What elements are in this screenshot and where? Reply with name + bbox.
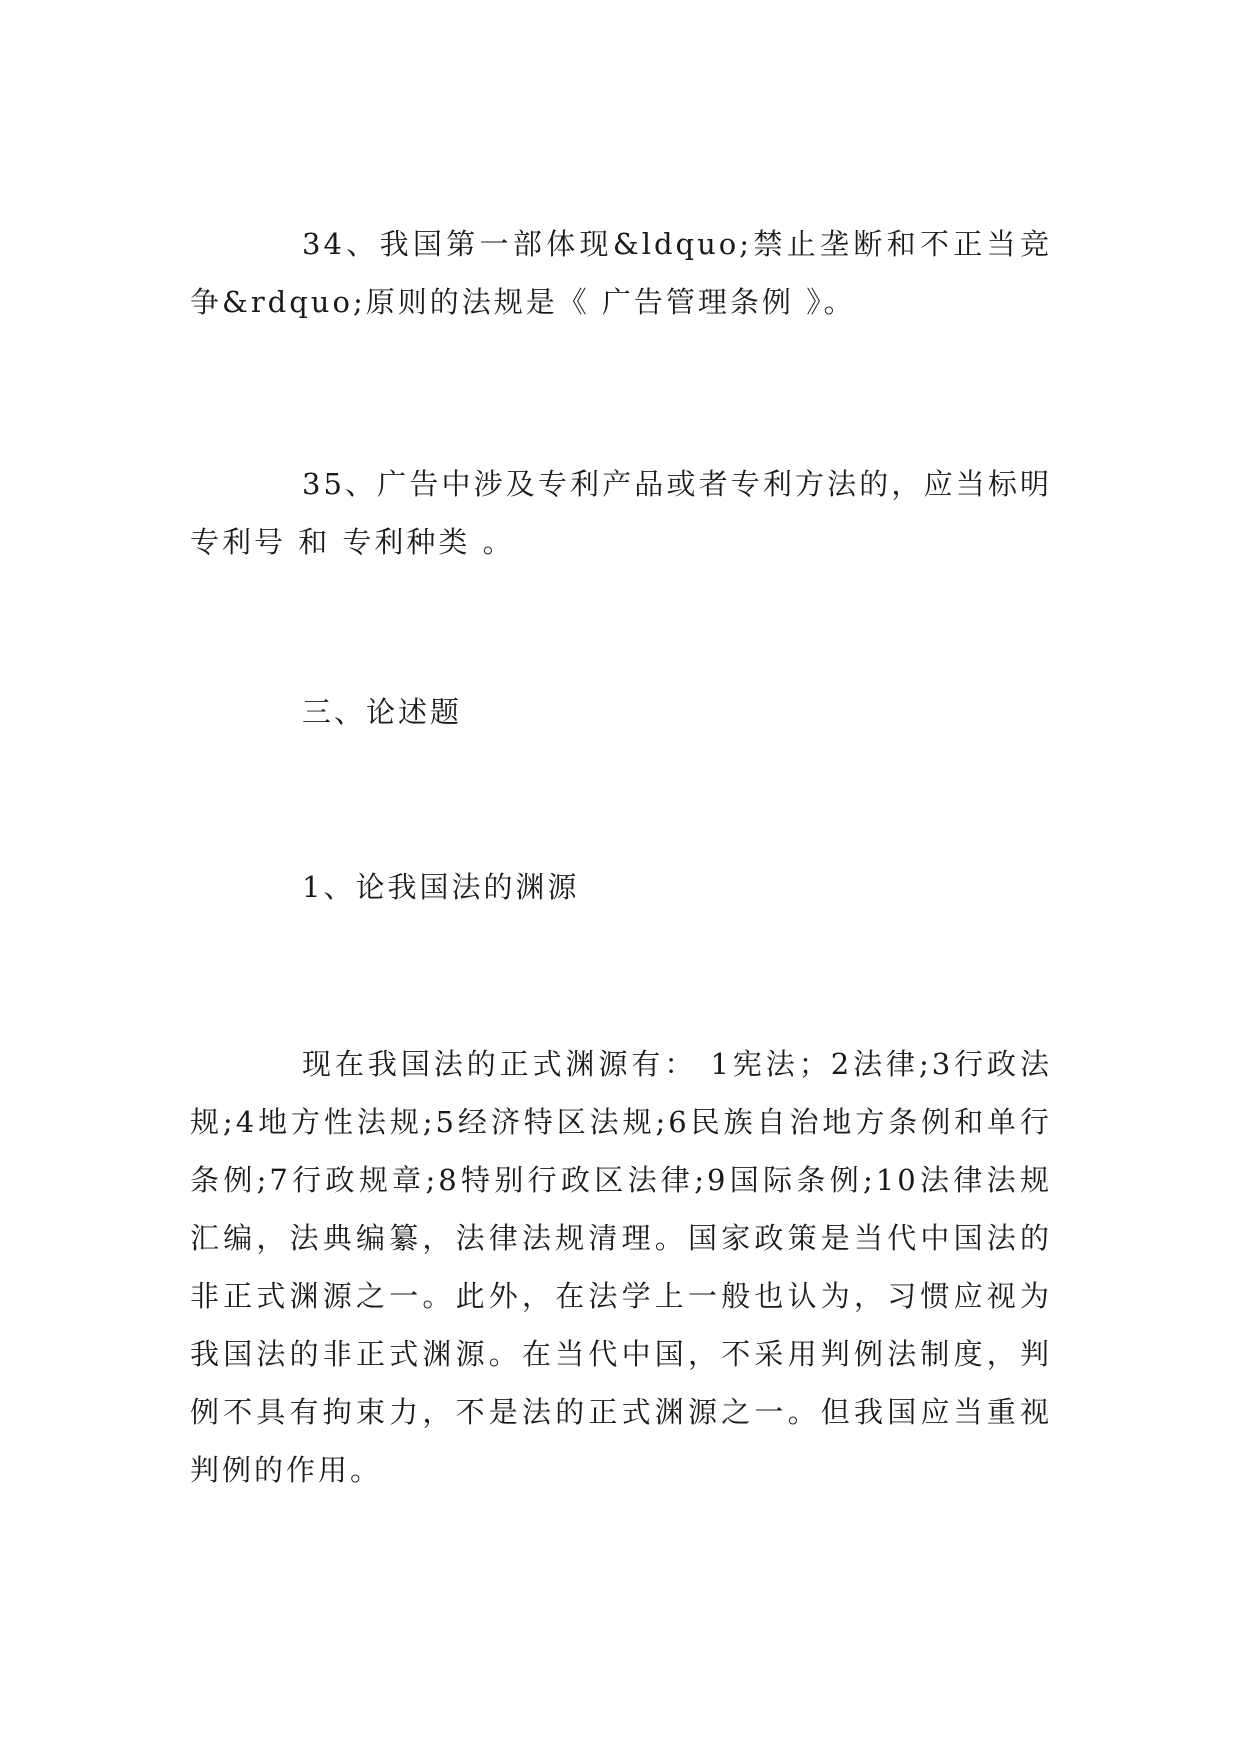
paragraph-question-35: 35、广告中涉及专利产品或者专利方法的，应当标明专利号 和 专利种类 。 [190, 467, 1052, 559]
essay-answer-paragraph: 现在我国法的正式渊源有： 1宪法；2法律;3行政法规;4地方性法规;5经济特区法规;6民族自治地方条例和单行条例;7行政规章;8特别行政区法律;9国际条例;10法律法规汇编，法典编纂，法律法规清理。国家政策是当代中国法的非正式渊源之一。此外，在法学上一般也认为，习惯应视为我国法的非正式渊源。在当代中国，不采用判例法制度，判例不具有拘束力，不是法的正式渊源之一。但我国应当重视判例的作用。 [190, 1047, 1052, 1487]
essay-question-1-title: 1、论我国法的渊源 [302, 870, 580, 904]
paragraph-question-34: 34、我国第一部体现&ldquo;禁止垄断和不正当竞争&rdquo;原则的法规是《 广告管理条例 》。 [190, 227, 1052, 319]
section-heading-essay: 三、论述题 [302, 695, 463, 729]
